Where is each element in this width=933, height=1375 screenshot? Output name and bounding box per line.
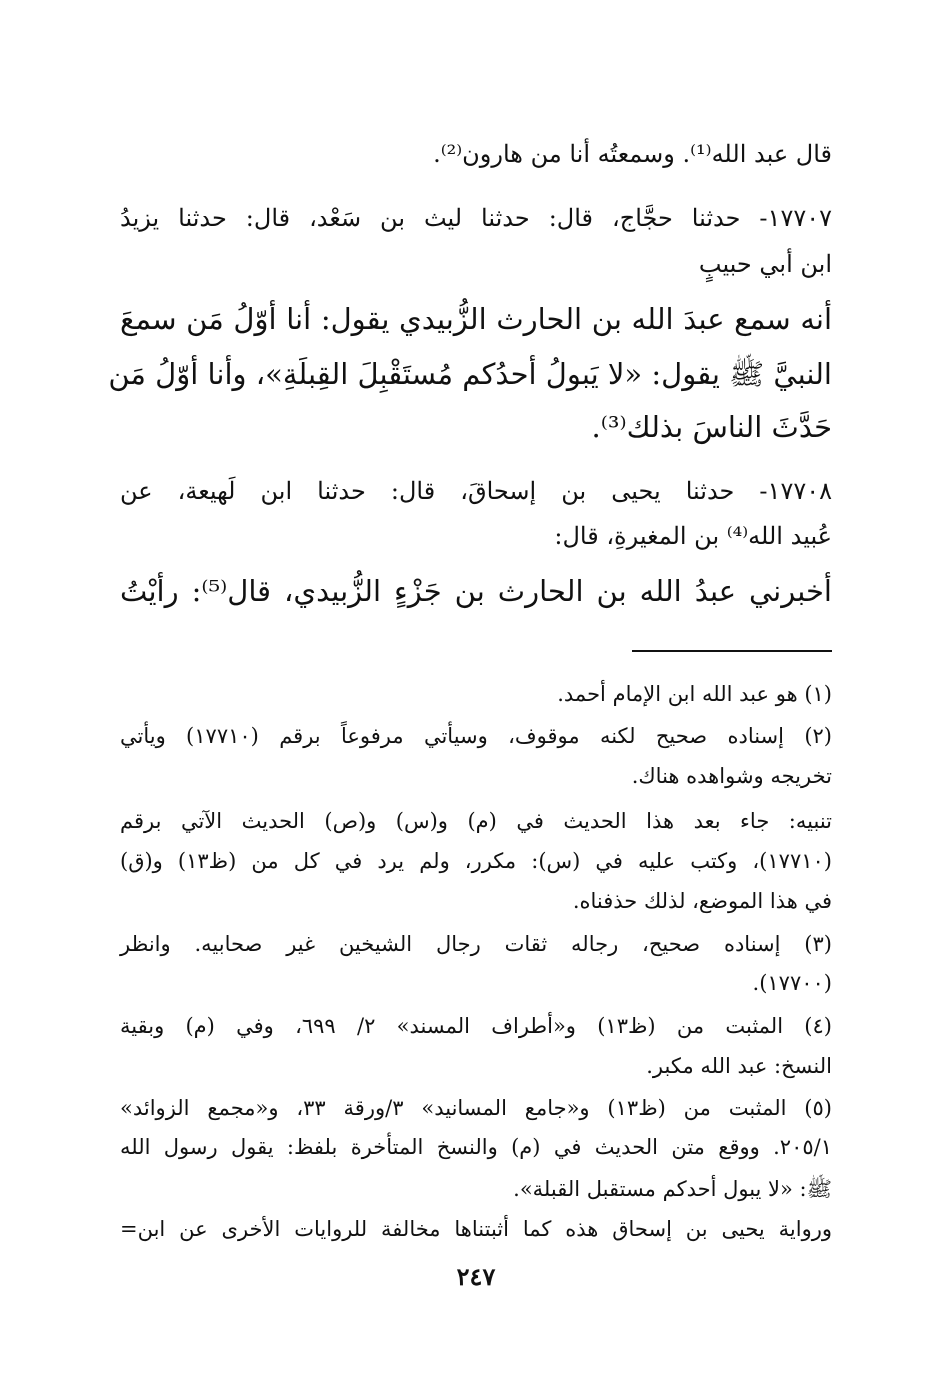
footnote-5-line-2: ٢٠٥/١. ووقع متن الحديث في (م) والنسخ المتأخرة بلفظ: يقول رسول الله xyxy=(120,1135,832,1159)
tanbih-line-1: تنبيه: جاء بعد هذا الحديث في (م) و(س) و(ص) الحديث الآتي برقم xyxy=(120,809,832,833)
hadith-17707-matn-line-2: النبيَّ ﷺ يقول: «لا يَبولُ أحدُكم مُستَقْبِلَ القِبلَةِ»، وأنا أوّلُ مَن xyxy=(108,357,832,391)
hadith-17708-chain-line-1: ١٧٧٠٨- حدثنا يحيى بن إسحاقَ، قال: حدثنا ابن لَهيعة، عن xyxy=(120,477,832,505)
footnote-5-line-1: (٥) المثبت من (ظ١٣) و«جامع المسانيد» ٣/ورقة ٣٣، و«مجمع الزوائد» xyxy=(120,1096,832,1120)
footnote-4-line-2: النسخ: عبد الله مكبر. xyxy=(646,1054,832,1078)
footnote-3-line-2: (١٧٧٠٠). xyxy=(752,971,832,995)
hadith-17708-matn-line-1: أخبرني عبدُ الله بن الحارث بن جَزْءٍ الزُّبيدي، قال⁽⁵⁾: رأيْتُ xyxy=(120,574,832,608)
tanbih-line-2: (١٧٧١٠)، وكتب عليه في (س): مكرر، ولم يرد في كل من (ظ١٣) و(ق) xyxy=(120,849,832,873)
footnote-5-line-4: ورواية يحيى بن إسحاق هذه كما أثبتناها مخالفة للروايات الأخرى عن ابن= xyxy=(120,1217,832,1241)
hadith-17707-matn-line-1: أنه سمع عبدَ الله بن الحارث الزُّبيدي يقول: أنا أوّلُ مَن سمعَ xyxy=(120,302,832,336)
footnote-separator xyxy=(632,650,832,652)
footnote-1: (١) هو عبد الله ابن الإمام أحمد. xyxy=(557,682,832,706)
intro-line: قال عبد الله⁽¹⁾. وسمعتُه أنا من هارون⁽²⁾. xyxy=(433,140,832,168)
book-page xyxy=(108,0,832,1375)
footnote-2-line-2: تخريجه وشواهده هناك. xyxy=(631,764,832,788)
footnote-4-line-1: (٤) المثبت من (ظ١٣) و«أطراف المسند» ٢/ ٦٩٩، وفي (م) وبقية xyxy=(120,1014,832,1038)
hadith-17708-chain-line-2: عُبيد الله⁽⁴⁾ بن المغيرةِ، قال: xyxy=(554,522,832,550)
hadith-17707-chain-line-1: ١٧٧٠٧- حدثنا حجَّاج، قال: حدثنا ليث بن سَعْد، قال: حدثنا يزيدُ xyxy=(120,204,832,232)
footnote-5-line-3: ﷺ: «لا يبول أحدكم مستقبل القبلة». xyxy=(513,1177,832,1201)
footnote-3-line-1: (٣) إسناده صحيح، رجاله ثقات رجال الشيخين غير صحابيه. وانظر xyxy=(120,932,832,956)
footnote-2-line-1: (٢) إسناده صحيح لكنه موقوف، وسيأتي مرفوعاً برقم (١٧٧١٠) ويأتي xyxy=(120,724,832,748)
hadith-17707-chain-line-2: ابن أبي حبيبٍ xyxy=(698,250,832,278)
tanbih-line-3: في هذا الموضع، لذلك حذفناه. xyxy=(572,889,832,913)
page-number: ٢٤٧ xyxy=(456,1262,496,1291)
hadith-17707-matn-line-3: حَدَّثَ الناسَ بذلك⁽³⁾. xyxy=(591,410,832,444)
